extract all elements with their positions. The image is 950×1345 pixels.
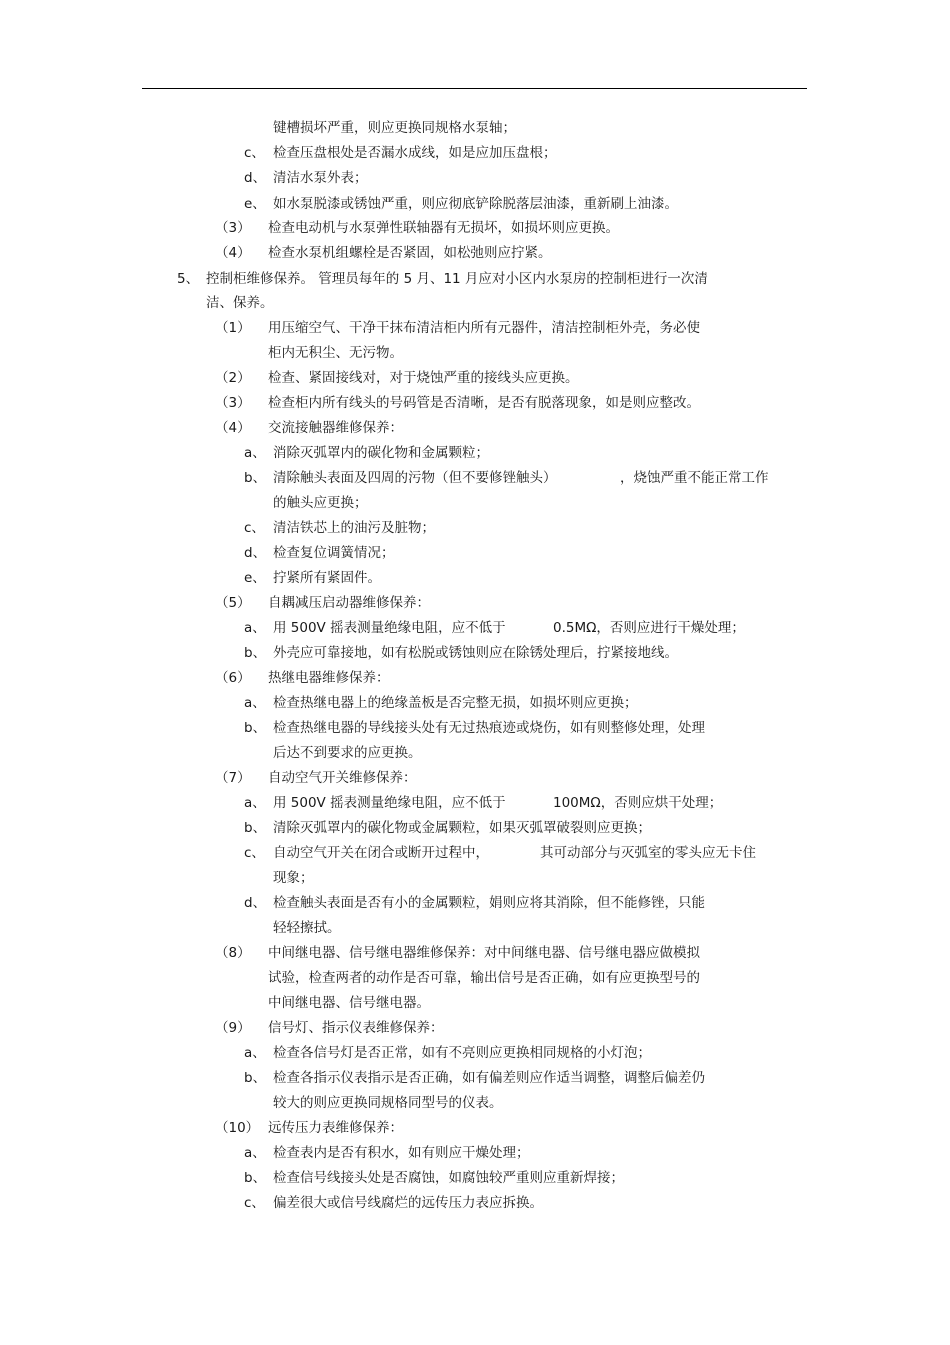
text-line: 洁、保养。: [206, 295, 274, 311]
item-marker: b、: [244, 720, 267, 736]
item-marker: （10）: [215, 1120, 260, 1136]
text-line: 检查表内是否有积水，如有则应干燥处理；: [273, 1145, 530, 1161]
text-line: 检查各指示仪表指示是否正确，如有偏差则应作适当调整，调整后偏差仍: [273, 1070, 705, 1086]
text-line: 现象；: [273, 870, 314, 886]
text-line: 中间继电器、信号继电器。: [268, 995, 430, 1011]
text-line: 外壳应可靠接地，如有松脱或锈蚀则应在除锈处理后，拧紧接地线。: [273, 645, 678, 661]
text-line: 检查柜内所有线头的号码管是否清晰，是否有脱落现象，如是则应整改。: [268, 395, 700, 411]
text-line: 清除触头表面及四周的污物（但不要修锉触头）: [273, 470, 557, 486]
text-line: 用 500V 摇表测量绝缘电阻，应不低于: [273, 620, 506, 636]
text-line: 检查热继电器的导线接头处有无过热痕迹或烧伤，如有则整修处理，处理: [273, 720, 705, 736]
text-line: 检查信号线接头处是否腐蚀，如腐蚀较严重则应重新焊接；: [273, 1170, 624, 1186]
item-marker: （3）: [215, 395, 251, 411]
text-line: 轻轻擦拭。: [273, 920, 341, 936]
item-marker: e、: [244, 570, 266, 586]
item-marker: a、: [244, 795, 266, 811]
item-marker: c、: [244, 520, 265, 536]
item-marker: d、: [244, 545, 267, 561]
item-marker: （1）: [215, 320, 251, 336]
item-marker: （9）: [215, 1020, 251, 1036]
text-line: 检查热继电器上的绝缘盖板是否完整无损，如损坏则应更换；: [273, 695, 638, 711]
subsection-heading: 自耦减压启动器维修保养：: [268, 595, 430, 611]
text-line: 检查触头表面是否有小的金属颗粒，娟则应将其消除，但不能修锉，只能: [273, 895, 705, 911]
item-marker: b、: [244, 1170, 267, 1186]
text-line: 的触头应更换；: [273, 495, 368, 511]
text-line: 清洁水泵外表；: [273, 170, 368, 186]
text-line: 拧紧所有紧固件。: [273, 570, 381, 586]
text-line: 如水泵脱漆或锈蚀严重，则应彻底铲除脱落层油漆，重新刷上油漆。: [273, 196, 678, 212]
text-line-continued: 100MΩ，否则应烘干处理；: [553, 795, 723, 811]
subsection-heading: 中间继电器、信号继电器维修保养：对中间继电器、信号继电器应做模拟: [268, 945, 700, 961]
item-marker: （2）: [215, 370, 251, 386]
item-marker: c、: [244, 1195, 265, 1211]
text-line: 清洁铁芯上的油污及脏物；: [273, 520, 435, 536]
item-marker: a、: [244, 1145, 266, 1161]
item-marker: （8）: [215, 945, 251, 961]
text-line: 消除灭弧罩内的碳化物和金属颗粒；: [273, 445, 489, 461]
text-line: 键槽损坏严重，则应更换同规格水泵轴；: [273, 120, 516, 136]
subsection-heading: 自动空气开关维修保养：: [268, 770, 417, 786]
subsection-heading: 远传压力表维修保养：: [268, 1120, 403, 1136]
item-marker: b、: [244, 470, 267, 486]
item-marker: c、: [244, 145, 265, 161]
section-heading: 控制柜维修保养。 管理员每年的 5 月、11 月应对小区内水泵房的控制柜进行一次清: [206, 271, 708, 287]
item-marker: （4）: [215, 420, 251, 436]
text-line: 柜内无积尘、无污物。: [268, 345, 403, 361]
text-line: 用压缩空气、干净干抹布清洁柜内所有元器件，清洁控制柜外壳，务必使: [268, 320, 700, 336]
text-line: 检查、紧固接线对，对于烧蚀严重的接线头应更换。: [268, 370, 579, 386]
item-marker: c、: [244, 845, 265, 861]
text-line-continued: 其可动部分与灭弧室的零头应无卡住: [540, 845, 756, 861]
text-line: 清除灭弧罩内的碳化物或金属颗粒，如果灭弧罩破裂则应更换；: [273, 820, 651, 836]
item-marker: （7）: [215, 770, 251, 786]
subsection-heading: 热继电器维修保养：: [268, 670, 390, 686]
item-marker: （6）: [215, 670, 251, 686]
item-marker: b、: [244, 820, 267, 836]
text-line: 自动空气开关在闭合或断开过程中，: [273, 845, 489, 861]
item-marker: a、: [244, 1045, 266, 1061]
text-line: 偏差很大或信号线腐烂的远传压力表应拆换。: [273, 1195, 543, 1211]
text-line: 检查水泵机组螺栓是否紧固，如松弛则应拧紧。: [268, 245, 552, 261]
item-marker: b、: [244, 1070, 267, 1086]
text-line: 用 500V 摇表测量绝缘电阻，应不低于: [273, 795, 506, 811]
item-marker: （3）: [215, 220, 251, 236]
item-marker: a、: [244, 695, 266, 711]
text-line: 检查各信号灯是否正常，如有不亮则应更换相同规格的小灯泡；: [273, 1045, 651, 1061]
item-marker: a、: [244, 620, 266, 636]
item-marker: d、: [244, 895, 267, 911]
subsection-heading: 交流接触器维修保养：: [268, 420, 403, 436]
item-marker: d、: [244, 170, 267, 186]
item-marker: a、: [244, 445, 266, 461]
item-marker: e、: [244, 196, 266, 212]
text-line: 检查压盘根处是否漏水成线，如是应加压盘根；: [273, 145, 557, 161]
text-line: 检查电动机与水泵弹性联轴器有无损坏，如损坏则应更换。: [268, 220, 619, 236]
item-marker: b、: [244, 645, 267, 661]
text-line: 后达不到要求的应更换。: [273, 745, 422, 761]
subsection-heading: 信号灯、指示仪表维修保养：: [268, 1020, 444, 1036]
item-marker: （5）: [215, 595, 251, 611]
text-line: 较大的则应更换同规格同型号的仪表。: [273, 1095, 503, 1111]
text-line-continued: 0.5MΩ，否则应进行干燥处理；: [553, 620, 745, 636]
text-line: 检查复位调簧情况；: [273, 545, 395, 561]
section-marker: 5、: [177, 271, 200, 287]
text-line-continued: ，烧蚀严重不能正常工作: [620, 470, 769, 486]
item-marker: （4）: [215, 245, 251, 261]
text-line: 试验，检查两者的动作是否可靠，输出信号是否正确，如有应更换型号的: [268, 970, 700, 986]
header-rule: [142, 88, 807, 89]
